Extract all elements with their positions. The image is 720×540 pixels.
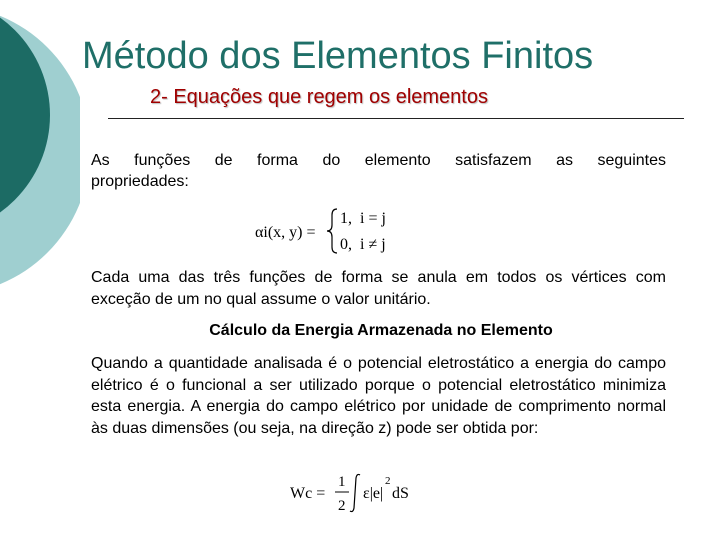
equation2-integrand: ε|e| bbox=[363, 485, 384, 502]
equation2-lhs: Wc = bbox=[290, 485, 326, 502]
paragraph-shape-functions: Cada uma das três funções de forma se anula em todos os vértices com exceção de um no qual assume o valor unitário. bbox=[91, 269, 666, 308]
slide-title: Método dos Elementos Finitos bbox=[82, 35, 594, 77]
brace-icon bbox=[327, 209, 337, 253]
equation1-case2-value: 0, bbox=[340, 236, 352, 253]
equation2-exponent: 2 bbox=[385, 475, 391, 487]
equation1-lhs: αi(x, y) = bbox=[255, 224, 316, 241]
title-divider bbox=[108, 118, 684, 119]
decorative-circles bbox=[0, 0, 80, 300]
paragraph-properties-line1: As funções de forma do elemento satisfazem as seguintes bbox=[91, 152, 666, 169]
section-heading: Cálculo da Energia Armazenada no Elemento bbox=[209, 322, 553, 339]
equation2-numerator: 1 bbox=[338, 474, 346, 490]
equation1-case1-condition: i = j bbox=[360, 210, 386, 227]
equation-shape-function bbox=[255, 205, 395, 257]
paragraph-energy: Quando a quantidade analisada é o potencial eletrostático a energia do campo elétrico é o funcional a ser utilizado porque o potencial eletrostático minimiza esta energia. A energia do campo elétrico por unidade de comprimento normal às duas dimensões (ou seja, na direção z) pode ser obtida por: bbox=[91, 355, 666, 437]
slide-subtitle: 2- Equações que regem os elementos bbox=[150, 86, 488, 108]
equation2-differential: dS bbox=[392, 485, 409, 502]
equation2-denominator: 2 bbox=[338, 498, 346, 514]
equation1-case1-value: 1, bbox=[340, 210, 352, 227]
paragraph-properties-line2: propriedades: bbox=[91, 173, 189, 190]
equation1-case2-condition: i ≠ j bbox=[360, 236, 386, 253]
equation-energy bbox=[290, 470, 420, 516]
integral-icon bbox=[350, 474, 360, 511]
